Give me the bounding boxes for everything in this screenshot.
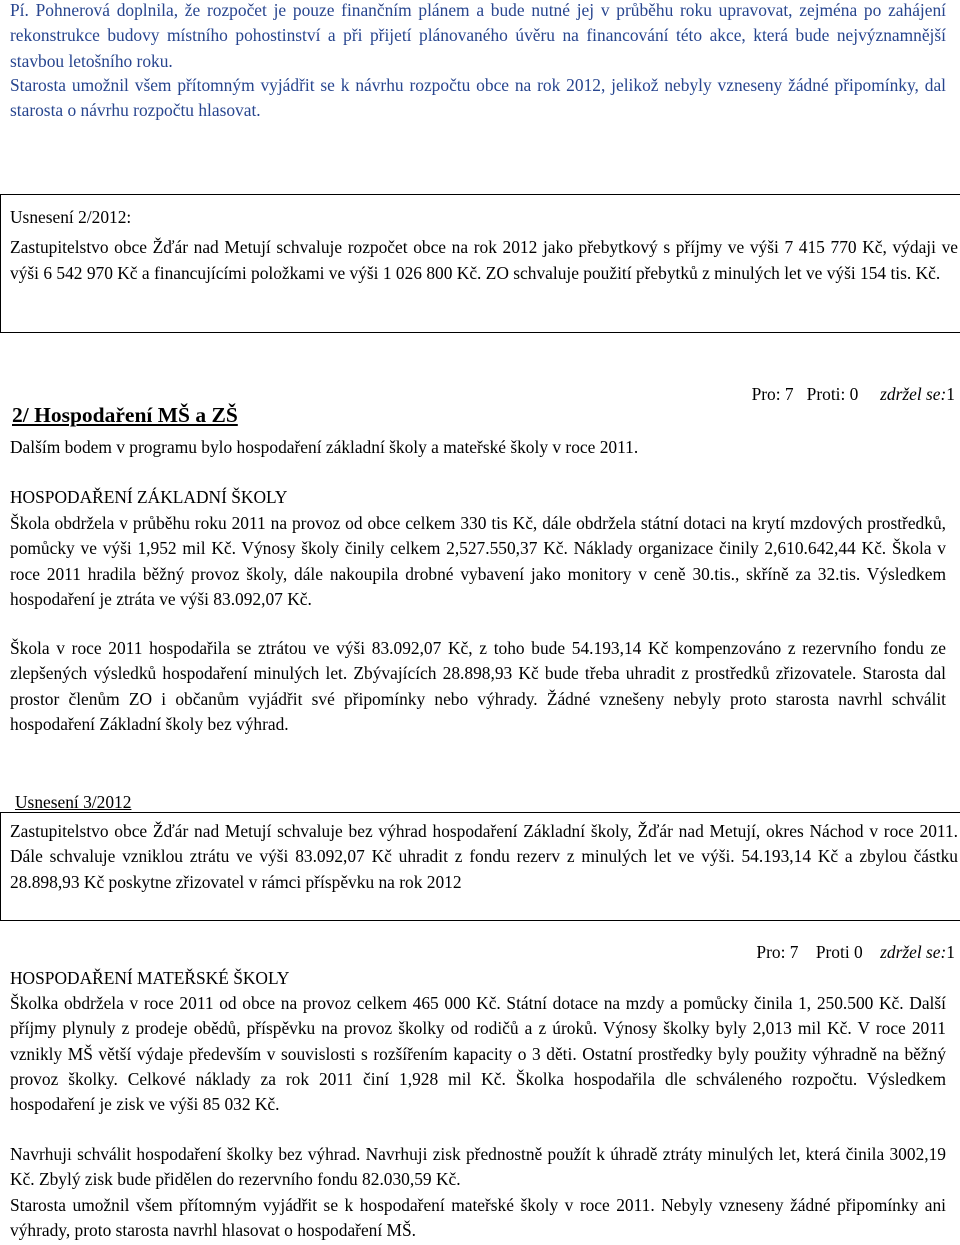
kindergarten-paragraph-2: Navrhuji schválit hospodaření školky bez výhrad. Navrhuji zisk přednostně použít k úhradě ztráty minulých let, která činila 3002,19 Kč. Zbylý zisk bude přidělen do rezervního fondu 82.030,59 Kč.: [10, 1144, 946, 1190]
school-paragraph-2: Škola v roce 2011 hospodařila se ztrátou ve výši 83.092,07 Kč, z toho bude 54.193,14 Kč kompenzováno z rezervního fondu ze zlepšených výsledků hospodaření minulých let. Zbývajících 28.898,93 Kč bude třeba uhradit z prostředků zřizovatele. Starosta dal prostor členům ZO i občanům vyjádřit své připomínky nebo výhrady. Žádné vznešeny nebyly proto starosta navrhl schválit hospodaření Základní školy bez výhrad.: [10, 638, 946, 734]
intro-paragraph-1: Pí. Pohnerová doplnila, že rozpočet je pouze finančním plánem a bude nutné jej v průběhu roku upravovat, zejména po zahájení rekonstrukce budovy místního pohostinství a při přijetí plánovaného úvěru na financování této akce, která bude nejvýznamnější stavbou letošního roku.: [10, 0, 946, 71]
section-intro: Dalším bodem v programu bylo hospodaření základní školy a mateřské školy v roce 2011.: [10, 437, 639, 457]
resolution-text: Zastupitelstvo obce Žďár nad Metují schvaluje rozpočet obce na rok 2012 jako přebytkový s příjmy ve výši 7 415 770 Kč, výdaji ve výši 6 542 970 Kč a financujícími položkami ve výši 1 026 800 Kč. ZO schvaluje použití přebytků z minulých let ve výši 154 tis. Kč.: [10, 237, 958, 283]
vote-proti: Proti 0: [815, 942, 863, 962]
vote-abstained-value: 1: [946, 384, 955, 404]
kindergarten-paragraph-3: Starosta umožnil všem přítomným vyjádřit se k hospodaření mateřské školy v roce 2011. Nebyly vzneseny žádné připomínky ani výhrady, proto starosta navrhl hlasovat o hospodaření MŠ.: [10, 1195, 946, 1241]
resolution-text: Zastupitelstvo obce Žďár nad Metují schvaluje bez výhrad hospodaření Základní školy, Žďár nad Metují, okres Náchod v roce 2011. Dále schvaluje vzniklou ztrátu ve výši 83.092,07 Kč uhradit z fondu rezerv z minulých let ve výši. 54.193,14 Kč a zbylou částku 28.898,93 Kč poskytne zřizovatel v rámci příspěvku na rok 2012: [10, 821, 958, 892]
resolution-box-1: [0, 194, 960, 333]
vote-result-1: [734, 361, 955, 427]
vote-abstained-label: zdržel se:: [880, 384, 947, 404]
vote-abstained-label: zdržel se:: [880, 942, 947, 962]
vote-pro: Pro: 7: [756, 942, 799, 962]
kindergarten-paragraph-1: Školka obdržela v roce 2011 od obce na provoz celkem 465 000 Kč. Státní dotace na mzdy a pomůcky činila 1, 250.500 Kč. Další příjmy plynuly z prodeje obědů, příspěvku na provoz školky od rodičů a z úroků. Výnosy školky byly 2,013 mil Kč. V roce 2011 vznikly MŠ větší výdaje především v souvislosti s rozšířením kapacity o 3 děti. Ostatní prostředky byly použity výhradně na běžný provoz školky. Celkové náklady za rok 2011 činí 1,928 mil Kč. Školka hospodařila dle schváleného rozpočtu. Výsledkem hospodaření je zisk ve výši 85 032 Kč.: [10, 993, 946, 1115]
vote-pro: Pro: 7: [751, 384, 794, 404]
intro-paragraph-2: Starosta umožnil všem přítomným vyjádřit se k návrhu rozpočtu obce na rok 2012, jelikož nebyly vzneseny žádné připomínky, dal starosta o návrhu rozpočtu hlasovat.: [10, 75, 946, 121]
vote-abstained-value: 1: [946, 942, 955, 962]
school-heading: HOSPODAŘENÍ ZÁKLADNÍ ŠKOLY: [10, 487, 288, 507]
school-paragraph-1: Škola obdržela v průběhu roku 2011 na provoz od obce celkem 330 tis Kč, dále obdržela státní dotaci na krytí mzdových prostředků, pomůcky ve výši 1,952 mil Kč. Výnosy školy činily celkem 2,527.550,37 Kč. Náklady organizace činily 2,610.642,44 Kč. Škola v roce 2011 hradila běžný provoz školy, dále nakoupila drobné vybavení jako monitory v ceně 30.tis., skříně za 32.tis. Výsledkem hospodaření je ztráta ve výši 83.092,07 Kč.: [10, 513, 946, 609]
resolution-title: Usnesení 3/2012: [15, 792, 132, 812]
section-heading: 2/ Hospodaření MŠ a ZŠ: [12, 403, 238, 427]
vote-proti: Proti: 0: [806, 384, 859, 404]
resolution-title: Usnesení 2/2012:: [10, 207, 132, 227]
vote-result-2: [739, 919, 955, 985]
resolution-box-2: [0, 812, 960, 921]
kindergarten-heading: HOSPODAŘENÍ MATEŘSKÉ ŠKOLY: [10, 968, 290, 988]
